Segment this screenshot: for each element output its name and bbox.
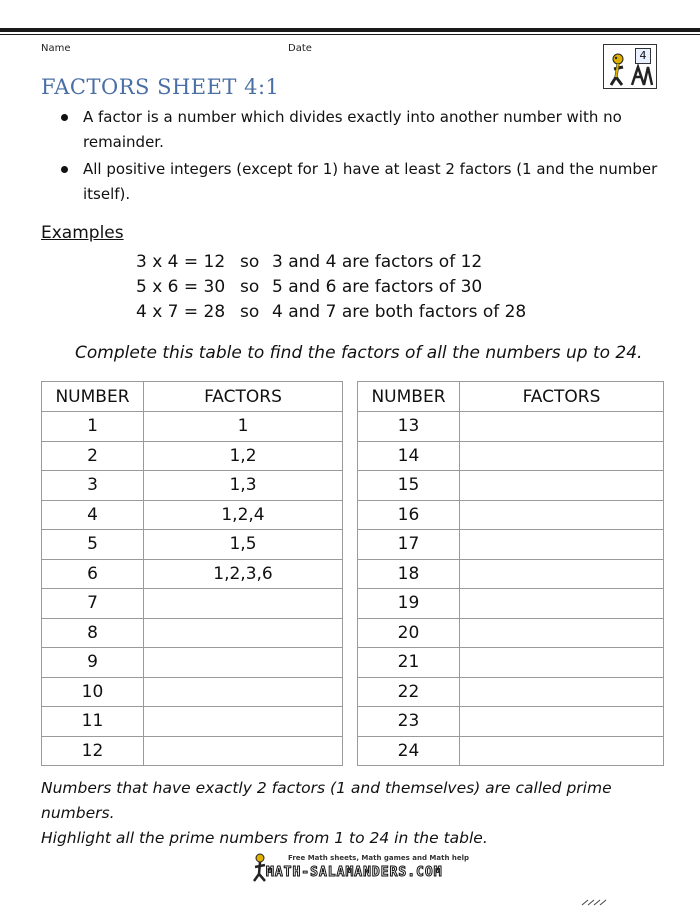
number-cell: 23 [358, 707, 460, 737]
header-number: NUMBER [42, 382, 144, 412]
bullet-item: All positive integers (except for 1) have at least 2 factors (1 and the number itself). [58, 157, 658, 207]
table-row [358, 707, 664, 737]
example-row [136, 252, 482, 272]
table-row [42, 677, 343, 707]
page-title: FACTORS SHEET 4:1 [41, 75, 280, 99]
number-cell: 21 [358, 648, 460, 678]
table-header-row [358, 382, 664, 412]
number-cell: 17 [358, 530, 460, 560]
factors-cell[interactable] [144, 736, 343, 766]
number-cell: 14 [358, 441, 460, 471]
number-cell: 7 [42, 589, 144, 619]
number-cell: 11 [42, 707, 144, 737]
example-equation: 4 x 7 = 28 [136, 302, 226, 322]
example-row [136, 302, 526, 322]
factors-cell[interactable] [460, 412, 664, 442]
number-cell: 10 [42, 677, 144, 707]
instruction-text: Complete this table to find the factors of all the numbers up to 24. [75, 343, 643, 363]
table-row [358, 530, 664, 560]
bullet-list [58, 105, 658, 209]
date-label: Date [288, 43, 312, 54]
logo-text: MATH-SALAMANDERS.COM [266, 865, 443, 880]
factors-cell[interactable] [144, 618, 343, 648]
factors-cell[interactable] [460, 441, 664, 471]
example-text: 3 and 4 are factors of 12 [272, 252, 483, 272]
examples-heading: Examples [41, 223, 124, 243]
factors-cell[interactable] [144, 648, 343, 678]
factors-cell[interactable] [460, 618, 664, 648]
footer-note [41, 776, 681, 851]
factors-cell[interactable] [460, 530, 664, 560]
table-row [358, 589, 664, 619]
table-row [358, 559, 664, 589]
table-row [358, 736, 664, 766]
factors-cell[interactable]: 1 [144, 412, 343, 442]
number-cell: 6 [42, 559, 144, 589]
factors-cell[interactable]: 1,2,4 [144, 500, 343, 530]
factors-cell[interactable]: 1,2 [144, 441, 343, 471]
table-row [42, 648, 343, 678]
factors-cell[interactable]: 1,5 [144, 530, 343, 560]
number-cell: 16 [358, 500, 460, 530]
name-label: Name [41, 43, 71, 54]
factors-cell[interactable] [460, 471, 664, 501]
factors-cell[interactable] [460, 736, 664, 766]
table-row [42, 589, 343, 619]
table-row [42, 412, 343, 442]
factors-cell[interactable] [460, 707, 664, 737]
example-row [136, 277, 482, 297]
logo-tagline: Free Math sheets, Math games and Math help [288, 854, 470, 862]
factors-cell[interactable]: 1,2,3,6 [144, 559, 343, 589]
number-cell: 3 [42, 471, 144, 501]
number-cell: 18 [358, 559, 460, 589]
bullet-item: A factor is a number which divides exactly into another number with no remainder. [58, 105, 658, 155]
factors-table-right [357, 381, 664, 766]
header-number: NUMBER [358, 382, 460, 412]
example-equation: 3 x 4 = 12 [136, 252, 226, 272]
header-rule-thin [0, 34, 700, 35]
table-row [358, 412, 664, 442]
number-cell: 19 [358, 589, 460, 619]
table-header-row [42, 382, 343, 412]
header-factors: FACTORS [460, 382, 664, 412]
factors-cell[interactable] [460, 589, 664, 619]
number-cell: 1 [42, 412, 144, 442]
number-cell: 5 [42, 530, 144, 560]
example-equation: 5 x 6 = 30 [136, 277, 226, 297]
corner-scribble-icon [580, 898, 610, 906]
factors-cell[interactable]: 1,3 [144, 471, 343, 501]
factors-cell[interactable] [144, 589, 343, 619]
factors-cell[interactable] [144, 677, 343, 707]
example-so: so [240, 277, 260, 297]
number-cell: 22 [358, 677, 460, 707]
factors-cell[interactable] [460, 559, 664, 589]
table-row [42, 471, 343, 501]
table-row [42, 736, 343, 766]
number-cell: 24 [358, 736, 460, 766]
example-so: so [240, 252, 260, 272]
number-cell: 15 [358, 471, 460, 501]
number-cell: 8 [42, 618, 144, 648]
footer-note-line: Highlight all the prime numbers from 1 to 24 in the table. [41, 829, 488, 847]
factors-cell[interactable] [144, 707, 343, 737]
number-cell: 2 [42, 441, 144, 471]
logo-number: 4 [635, 48, 651, 64]
site-logo [250, 852, 470, 884]
table-row [358, 648, 664, 678]
table-row [358, 618, 664, 648]
number-cell: 12 [42, 736, 144, 766]
factors-cell[interactable] [460, 677, 664, 707]
table-row [42, 707, 343, 737]
table-row [42, 441, 343, 471]
factors-cell[interactable] [460, 500, 664, 530]
table-row [42, 500, 343, 530]
table-row [358, 471, 664, 501]
header-factors: FACTORS [144, 382, 343, 412]
example-text: 4 and 7 are both factors of 28 [272, 302, 527, 322]
factors-cell[interactable] [460, 648, 664, 678]
table-row [358, 500, 664, 530]
number-cell: 4 [42, 500, 144, 530]
example-text: 5 and 6 are factors of 30 [272, 277, 483, 297]
example-so: so [240, 302, 260, 322]
number-cell: 13 [358, 412, 460, 442]
table-row [42, 559, 343, 589]
factors-table-left [41, 381, 343, 766]
number-cell: 20 [358, 618, 460, 648]
header-rule-thick [0, 28, 700, 32]
table-row [358, 677, 664, 707]
number-cell: 9 [42, 648, 144, 678]
table-row [358, 441, 664, 471]
footer-note-line: Numbers that have exactly 2 factors (1 and themselves) are called prime numbers. [41, 779, 612, 822]
table-row [42, 618, 343, 648]
table-row [42, 530, 343, 560]
salamander-logo-icon [603, 44, 657, 89]
